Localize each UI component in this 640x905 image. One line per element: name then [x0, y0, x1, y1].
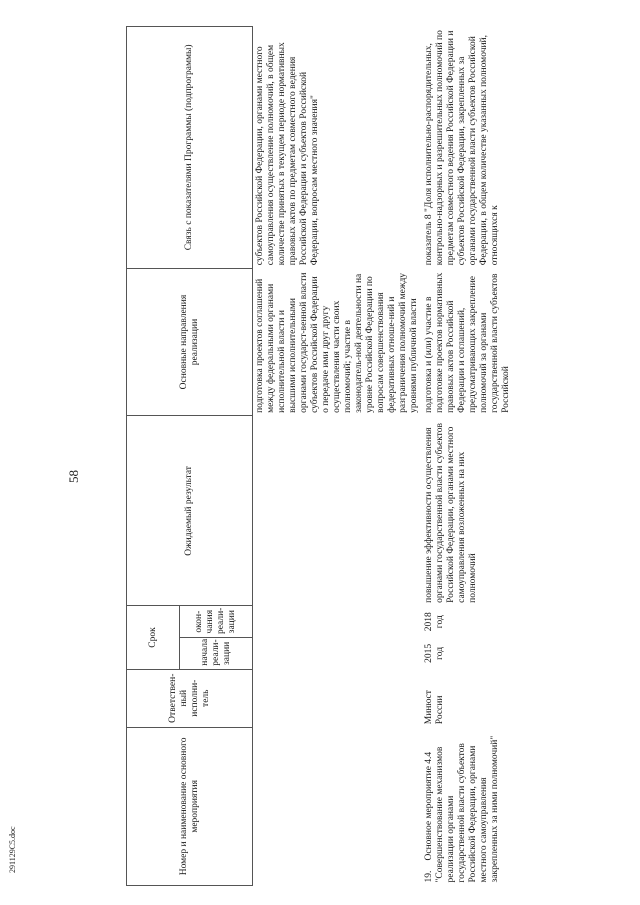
- document-sheet: [126, 26, 628, 886]
- header-name: Номер и наименование основного мероприятия: [127, 727, 253, 885]
- table-row-continuation: [253, 27, 423, 886]
- header-directions: Основные направления реализации: [127, 268, 253, 416]
- row19-number: 19.: [424, 870, 434, 883]
- row19-name: Основное мероприятие 4.4 "Совершенствование механизмов реализации органами государственной власти субъектов Российской Федерации, органами местного самоуправления закрепленных за ними полномочий": [424, 735, 500, 883]
- cont-directions: подготовка проектов соглашений между федеральными органами исполнительной власти и высшими исполнительными органами государст-венной власти субъектов Российской Федерации о передаче ими друг другу осуществления части своих полномочий; участие в законодатель-ной деятельности на уровне Российской Федерации по вопросам совершенствования федеративных отноше-ний и разграничения полномочий между уровнями публичной власти: [255, 272, 419, 413]
- row19-responsible: Минюст России: [424, 690, 445, 725]
- header-term-end: окон-чания реали-зации: [180, 606, 253, 638]
- row19-end: 2018 год: [424, 612, 445, 632]
- row19-result: повышение эффективности осуществления органами государственной власти субъектов Российской Федерации, органами местного самоуправления возложенных на них полномочий: [424, 423, 478, 603]
- cont-link: субъектов Российской Федерации, органами местного самоуправления осуществление полномочий, в общем количестве принятых в текущем периоде нормативных правовых актов по предметам совместного ведения Российской Федерации и субъектов Российской Федерации, вопросам местного значения": [255, 42, 320, 266]
- row19-start: 2015 год: [424, 643, 445, 663]
- header-link: Связь с показателями Программы (подпрограммы): [127, 27, 253, 269]
- row19-directions: подготовка и (или) участие в подготовке проектов нормативных правовых актов Российской Федерации и соглашений, предусматривающих закрепление полномочий за органами государственной власти субъектов Российской: [424, 272, 511, 413]
- header-result: Ожидаемый результат: [127, 416, 253, 606]
- header-row: [127, 27, 180, 886]
- header-term-start: начала реали-зации: [180, 638, 253, 670]
- row19-name-cell: [422, 727, 514, 885]
- table-row-19: [422, 27, 514, 886]
- header-responsible: Ответствен-ный исполни-тель: [127, 669, 253, 727]
- file-name: 291129C5.doc: [8, 826, 17, 873]
- header-term: Срок: [127, 606, 180, 669]
- measures-table: [126, 26, 514, 886]
- row19-link: показатель 8 "Доля исполнительно-распорядительных, контрольно-надзорных и разрешительных полномочий по предметам совместного ведения Российской Федерации и субъектов Российской Федерации, закрепленных за органами государственной власти субъектов Российской Федерации, в общем количестве указанных полномочий, относящихся к: [424, 30, 500, 266]
- page-number: 58: [66, 470, 81, 483]
